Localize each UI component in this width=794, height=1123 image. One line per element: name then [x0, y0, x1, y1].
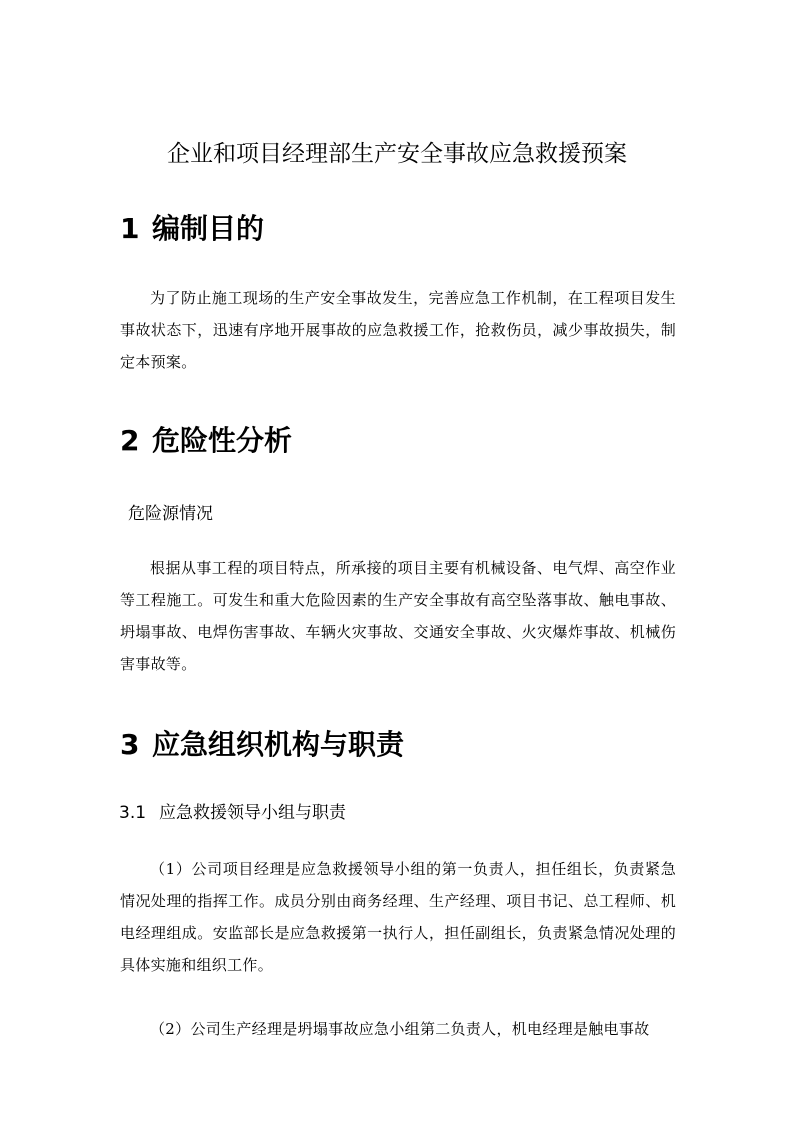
section-number: 1 [120, 212, 140, 245]
subsection-number: 3.1 [119, 803, 147, 823]
section-number: 3 [120, 728, 140, 761]
subsection-heading [119, 800, 346, 826]
paragraph: （1）公司项目经理是应急救援领导小组的第一负责人，担任组长，负责紧急情况处理的指挥工作。成员分别由商务经理、生产经理、项目书记、总工程师、机电经理组成。安监部长是应急救援第一执行人，担任副组长，负责紧急情况处理的具体实施和组织工作。 [120, 860, 676, 974]
section-title: 应急组织机构与职责 [152, 728, 405, 761]
document-title: 企业和项目经理部生产安全事故应急救援预案 [167, 141, 627, 167]
paragraph: 为了防止施工现场的生产安全事故发生，完善应急工作机制，在工程项目发生事故状态下，迅速有序地开展事故的应急救援工作，抢救伤员，减少事故损失，制定本预案。 [120, 289, 676, 371]
paragraph: （2）公司生产经理是坍塌事故应急小组第二负责人，机电经理是触电事故 [150, 1020, 650, 1038]
section-title: 危险性分析 [152, 424, 293, 457]
section-heading-2 [120, 421, 292, 461]
subsection-title: 应急救援领导小组与职责 [159, 803, 346, 823]
section-heading-1 [120, 209, 264, 249]
section-heading-3 [120, 725, 404, 765]
paragraph: 根据从事工程的项目特点，所承接的项目主要有机械设备、电气焊、高空作业等工程施工。可发生和重大危险因素的生产安全事故有高空坠落事故、触电事故、坍塌事故、电焊伤害事故、车辆火灾事故、交通安全事故、火灾爆炸事故、机械伤害事故等。 [120, 559, 676, 673]
section-title: 编制目的 [152, 212, 265, 245]
subsection-heading: 危险源情况 [128, 504, 213, 524]
section-number: 2 [120, 424, 140, 457]
